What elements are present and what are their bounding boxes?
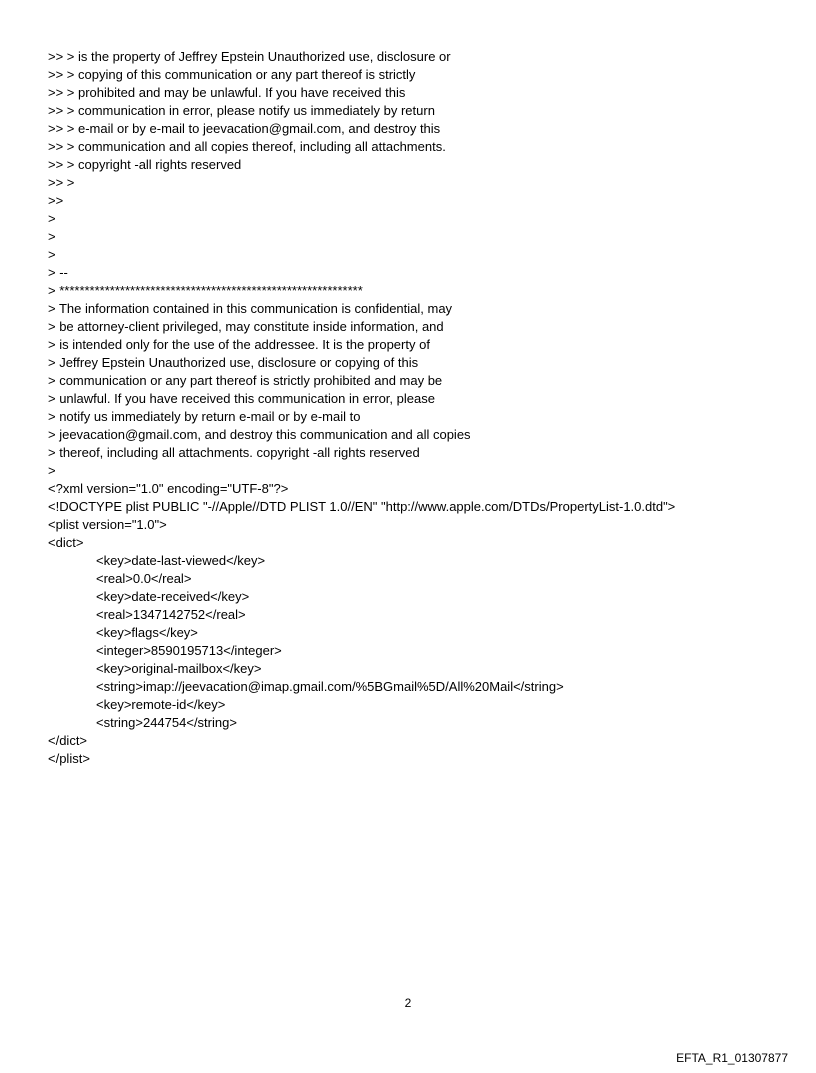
plist-entry: <key>remote-id</key> [96,697,226,712]
text-line: >> > e-mail or by e-mail to jeevacation@gmail.com, and destroy this [48,121,441,136]
text-line: > jeevacation@gmail.com, and destroy this communication and all copies [48,427,471,442]
email-body [48,48,788,768]
xml-declaration: <?xml version="1.0" encoding="UTF-8"?> [48,481,289,496]
text-line: > notify us immediately by return e-mail or by e-mail to [48,409,361,424]
plist-entry: <integer>8590195713</integer> [96,643,282,658]
text-line: >> > prohibited and may be unlawful. If you have received this [48,85,406,100]
text-line: >> > copying of this communication or any part thereof is strictly [48,67,416,82]
text-line: > communication or any part thereof is strictly prohibited and may be [48,373,443,388]
document-id: EFTA_R1_01307877 [676,1051,788,1065]
plist-entry: <key>flags</key> [96,625,198,640]
plist-entry: <key>original-mailbox</key> [96,661,262,676]
plist-entry: <real>0.0</real> [96,571,192,586]
doctype-line: <!DOCTYPE plist PUBLIC "-//Apple//DTD PLIST 1.0//EN" "http://www.apple.com/DTDs/PropertyList-1.0.dtd"> [48,499,676,514]
plist-entry: <real>1347142752</real> [96,607,246,622]
separator-line: > ************************************************************ [48,283,363,298]
text-line: >> [48,193,64,208]
plist-entry: <key>date-received</key> [96,589,250,604]
text-line: > [48,463,56,478]
text-line: >> > communication and all copies thereof, including all attachments. [48,139,446,154]
dict-close: </dict> [48,733,88,748]
plist-entry: <string>imap://jeevacation@imap.gmail.com/%5BGmail%5D/All%20Mail</string> [96,679,564,694]
plist-open: <plist version="1.0"> [48,517,167,532]
dict-open: <dict> [48,535,84,550]
text-line: > thereof, including all attachments. copyright -all rights reserved [48,445,420,460]
plist-entry: <key>date-last-viewed</key> [96,553,266,568]
text-line: > The information contained in this communication is confidential, may [48,301,453,316]
text-line: >> > [48,175,75,190]
plist-entry: <string>244754</string> [96,715,237,730]
text-line: >> > communication in error, please notify us immediately by return [48,103,435,118]
text-line: >> > is the property of Jeffrey Epstein Unauthorized use, disclosure or [48,49,451,64]
plist-close: </plist> [48,751,90,766]
text-line: > is intended only for the use of the addressee. It is the property of [48,337,430,352]
text-line: > unlawful. If you have received this communication in error, please [48,391,435,406]
page-number: 2 [404,996,412,1010]
text-line: > be attorney-client privileged, may constitute inside information, and [48,319,444,334]
text-line: > [48,229,56,244]
text-line: > -- [48,265,68,280]
text-line: >> > copyright -all rights reserved [48,157,242,172]
text-line: > [48,247,56,262]
text-line: > Jeffrey Epstein Unauthorized use, disclosure or copying of this [48,355,419,370]
text-line: > [48,211,56,226]
